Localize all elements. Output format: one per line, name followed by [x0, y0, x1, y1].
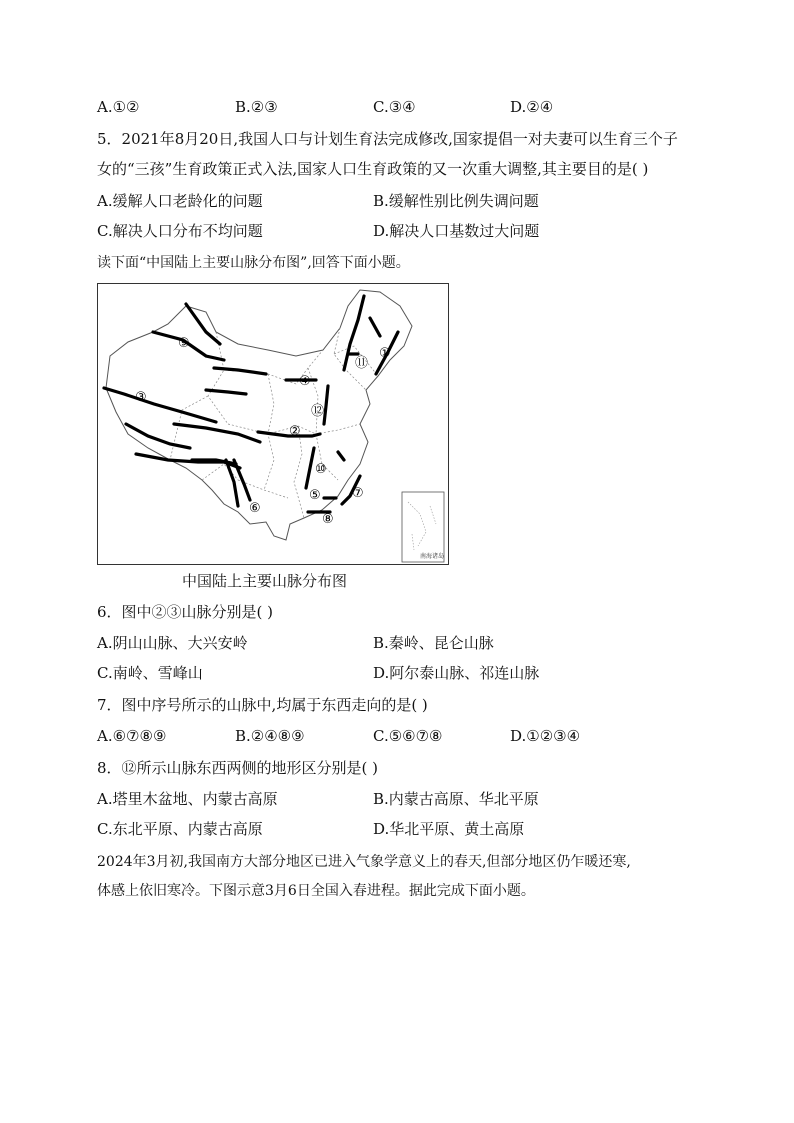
range-taihang — [324, 386, 328, 424]
label-8: ⑧ — [322, 512, 334, 527]
range-qilian — [214, 368, 266, 374]
label-3: ③ — [135, 390, 147, 405]
q5-stem-line2: 女的“三孩”生育政策正式入法,国家人口生育政策的又一次重大调整,其主要目的是( ) — [97, 160, 649, 178]
q7-option-b[interactable]: B.②④⑧⑨ — [235, 727, 305, 745]
q7-option-d[interactable]: D.①②③④ — [510, 727, 581, 745]
mountain-map-svg — [98, 284, 448, 564]
q4-option-d[interactable]: D.②④ — [510, 98, 554, 116]
passage-line1: 2024年3月初,我国南方大部分地区已进入气象学意义上的春天,但部分地区仍乍暖还寒, — [97, 854, 631, 870]
mountain-map — [97, 283, 449, 565]
range-altai — [186, 304, 220, 344]
q6-option-d[interactable]: D.阿尔泰山脉、祁连山脉 — [373, 664, 540, 682]
label-4: ④ — [299, 374, 311, 389]
q7-stem: 7．图中序号所示的山脉中,均属于东西走向的是( ) — [97, 696, 428, 714]
label-5: ⑤ — [309, 488, 321, 503]
range-karakoram — [126, 424, 190, 448]
range-kunlun — [104, 388, 216, 422]
map-caption: 中国陆上主要山脉分布图 — [182, 572, 348, 590]
label-12: ⑫ — [311, 404, 325, 419]
range-inner — [338, 452, 344, 460]
q4-option-b[interactable]: B.②③ — [235, 98, 278, 116]
q8-option-c[interactable]: C.东北平原、内蒙古高原 — [97, 820, 263, 838]
q6-stem: 6．图中②③山脉分别是( ) — [97, 603, 274, 621]
range-xuefeng — [306, 448, 314, 488]
q8-option-a[interactable]: A.塔里木盆地、内蒙古高原 — [97, 790, 278, 808]
q8-option-b[interactable]: B.内蒙古高原、华北平原 — [373, 790, 539, 808]
q5-option-c[interactable]: C.解决人口分布不均问题 — [97, 222, 263, 240]
range-tanggula — [174, 424, 260, 442]
map-intro: 读下面“中国陆上主要山脉分布图”,回答下面小题。 — [97, 255, 410, 271]
q5-option-b[interactable]: B.缓解性别比例失调问题 — [373, 192, 539, 210]
passage-line2: 体感上依旧寒冷。下图示意3月6日全国入春进程。据此完成下面小题。 — [97, 883, 535, 899]
inset-label: 南海诸岛 — [420, 553, 445, 560]
q5-option-a[interactable]: A.缓解人口老龄化的问题 — [97, 192, 263, 210]
q4-option-a[interactable]: A.①② — [97, 98, 140, 116]
label-1: ① — [379, 346, 391, 361]
q5-option-d[interactable]: D.解决人口基数过大问题 — [373, 222, 540, 240]
range-lesser-xinganling — [370, 318, 380, 336]
q8-stem: 8．⑫所示山脉东西两侧的地形区分别是( ) — [97, 759, 379, 777]
q8-option-d[interactable]: D.华北平原、黄土高原 — [373, 820, 525, 838]
q4-option-c[interactable]: C.③④ — [373, 98, 416, 116]
q7-option-c[interactable]: C.⑤⑥⑦⑧ — [373, 727, 443, 745]
label-10: ⑩ — [315, 462, 327, 477]
q5-stem-line1: 5．2021年8月20日,我国人口与计划生育法完成修改,国家提倡一对夫妻可以生育三个子 — [97, 130, 678, 148]
label-11: ⑪ — [355, 356, 369, 371]
label-6: ⑥ — [249, 501, 261, 516]
range-qilian-w — [206, 390, 246, 394]
q6-option-b[interactable]: B.秦岭、昆仑山脉 — [373, 634, 494, 652]
mountain-ranges — [104, 296, 398, 512]
label-7: ⑦ — [352, 486, 364, 501]
q6-option-a[interactable]: A.阴山山脉、大兴安岭 — [97, 634, 248, 652]
label-9: ⑨ — [178, 336, 190, 351]
q6-option-c[interactable]: C.南岭、雪峰山 — [97, 664, 203, 682]
label-2: ② — [289, 424, 301, 439]
q7-option-a[interactable]: A.⑥⑦⑧⑨ — [97, 727, 167, 745]
